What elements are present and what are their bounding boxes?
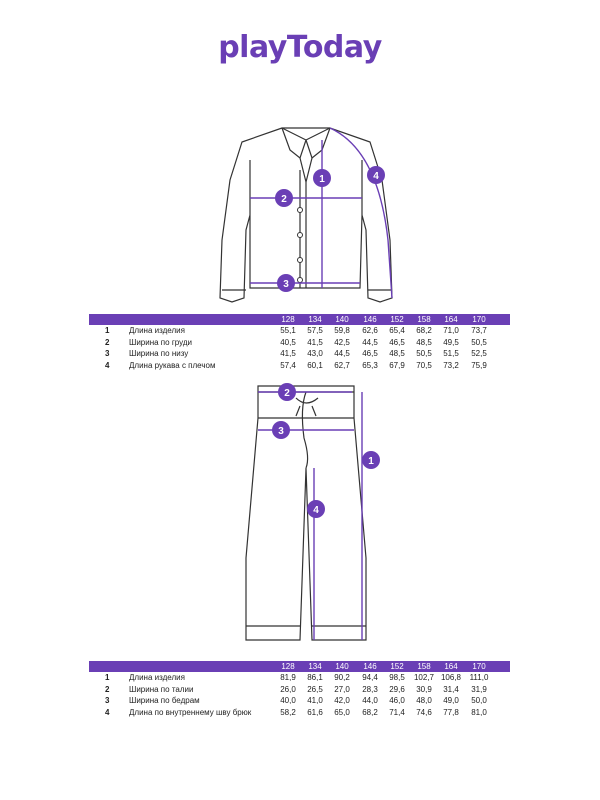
pants-illustration xyxy=(0,378,600,650)
table-row: 2 Ширина по талии 26,0 26,5 27,0 28,3 29,6 30,9 31,4 31,9 xyxy=(105,684,487,694)
marker-2: 2 xyxy=(284,388,290,399)
table-row: 3 Ширина по низу 41,5 43,0 44,5 46,5 48,5 50,5 51,5 52,5 xyxy=(105,349,487,358)
table-header: 128 134 140 146 152 158 164 170 xyxy=(89,661,510,672)
marker-2: 2 xyxy=(281,194,287,205)
marker-4: 4 xyxy=(373,171,379,182)
marker-3: 3 xyxy=(283,279,289,290)
table-header: 128 134 140 146 152 158 164 170 xyxy=(89,314,510,325)
marker-4: 4 xyxy=(313,505,319,516)
table-row: 3 Ширина по бедрам 40,0 41,0 42,0 44,0 46,0 48,0 49,0 50,0 xyxy=(105,696,487,705)
shirt-illustration xyxy=(0,120,600,310)
brand-logo: playToday xyxy=(218,30,382,65)
pants-size-table xyxy=(89,661,510,718)
table-row: 1 Длина изделия 81,9 86,1 90,2 94,4 98,5 102,7 106,8 111,0 xyxy=(105,673,489,682)
marker-1: 1 xyxy=(368,456,374,467)
table-row: 1 Длина изделия 55,1 57,5 59,8 62,6 65,4 68,2 71,0 73,7 xyxy=(105,326,487,335)
table-row: 2 Ширина по груди 40,5 41,5 42,5 44,5 46,5 48,5 49,5 50,5 xyxy=(105,337,487,347)
marker-3: 3 xyxy=(278,426,284,437)
marker-1: 1 xyxy=(319,174,325,185)
shirt-size-table xyxy=(89,314,510,371)
table-row: 4 Длина рукава с плечом 57,4 60,1 62,7 65,3 67,9 70,5 73,2 75,9 xyxy=(105,360,487,370)
table-row: 4 Длина по внутреннему шву брюк 58,2 61,6 65,0 68,2 71,4 74,6 77,8 81,0 xyxy=(105,707,487,717)
